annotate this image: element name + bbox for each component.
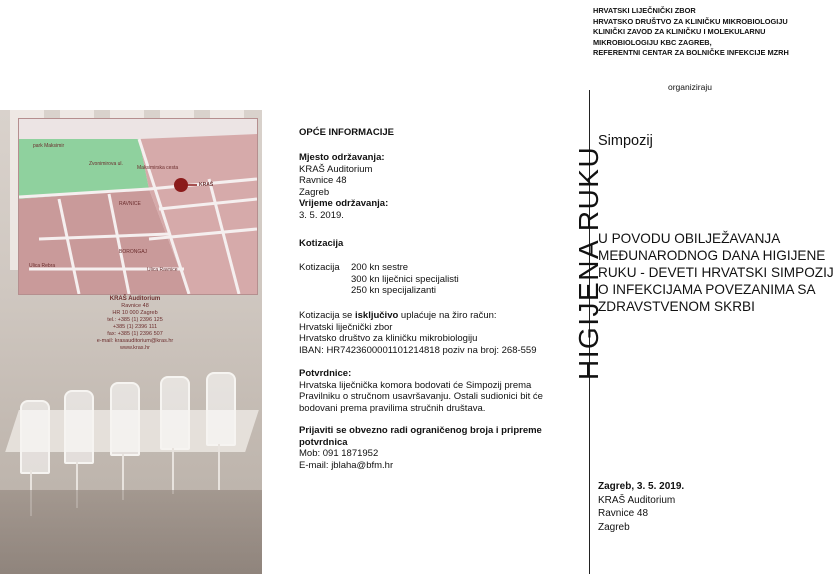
payment-text: uplaćuje na žiro račun: bbox=[398, 310, 497, 321]
organizer-line: MIKROBIOLOGIJU KBC ZAGREB, bbox=[593, 37, 712, 47]
fee-label: Kotizacija bbox=[299, 262, 340, 273]
contact-line: +385 (1) 2396 111 bbox=[112, 324, 158, 330]
fee-item: 300 kn liječnici specijalisti bbox=[351, 273, 459, 285]
payment-line: Hrvatski liječnički zbor bbox=[299, 321, 393, 333]
register-heading: Prijaviti se obvezno radi ograničenog broja i pripreme potvrdnica bbox=[299, 425, 542, 448]
event-date: Zagreb, 3. 5. 2019. bbox=[598, 481, 685, 492]
map-marker-label: KRAŠ bbox=[199, 182, 214, 188]
fee-section bbox=[299, 238, 561, 250]
map-label-street: BORONGAJ bbox=[119, 249, 148, 255]
register-email[interactable]: E-mail: jblaha@bfm.hr bbox=[299, 459, 394, 471]
venue-name: KRAŠ Auditorium bbox=[598, 494, 676, 506]
map-label-street: Maksimirska cesta bbox=[137, 165, 179, 171]
registration-section bbox=[299, 425, 561, 471]
organizer-line: REFERENTNI CENTAR ZA BOLNIČKE INFEKCIJE MZRH bbox=[593, 48, 789, 58]
payment-line: Hrvatsko društvo za kliničku mikrobiologiju bbox=[299, 333, 478, 344]
time-label: Vrijeme održavanja: bbox=[299, 198, 389, 209]
payment-iban: IBAN: HR7423600001101214818 poziv na broj: 268-559 bbox=[299, 344, 537, 356]
time-value: 3. 5. 2019. bbox=[299, 209, 344, 221]
fee-heading: Kotizacija bbox=[299, 238, 344, 249]
location-section bbox=[299, 152, 561, 221]
date-venue bbox=[598, 480, 798, 534]
payment-section bbox=[299, 310, 561, 356]
organizer-line: HRVATSKO DRUŠTVO ZA KLINIČKU MIKROBIOLOGIJU bbox=[593, 16, 788, 26]
vertical-title: HIGIJENA RUKU bbox=[573, 145, 604, 380]
contact-line: Ravnice 48 bbox=[121, 303, 149, 309]
contact-line: tel.: +385 (1) 2396 125 bbox=[107, 317, 163, 323]
payment-text: Kotizacija se bbox=[299, 310, 355, 321]
contact-website: www.kras.hr bbox=[120, 345, 150, 351]
location-map bbox=[18, 118, 258, 295]
venue-street: Ravnice 48 bbox=[598, 508, 649, 519]
event-type: Simpozij bbox=[598, 133, 653, 149]
venue-city: Zagreb bbox=[598, 521, 630, 533]
map-label-park: park Maksimir bbox=[33, 143, 65, 149]
organizer-line: KLINIČKI ZAVOD ZA KLINIČKU I MOLEKULARNU bbox=[593, 27, 766, 37]
certificate-section bbox=[299, 368, 561, 414]
cert-text: Hrvatska liječnička komora bodovati će Simpozij prema Pravilniku o stručnom usavršavanju. Ostali sudionici bit će bodovani prema pravilima stručnih društava. bbox=[299, 379, 543, 414]
cert-heading: Potvrdnice: bbox=[299, 368, 352, 379]
location-line: Zagreb bbox=[299, 186, 330, 198]
location-line: Ravnice 48 bbox=[299, 175, 347, 186]
contact-email: e-mail: krasauditorium@kras.hr bbox=[96, 338, 174, 344]
organizers bbox=[593, 6, 833, 59]
map-label-street: Zvonimirova ul. bbox=[89, 161, 123, 167]
general-info bbox=[299, 127, 561, 139]
location-label: Mjesto održavanja: bbox=[299, 152, 385, 163]
payment-emphasis: isključivo bbox=[354, 310, 399, 321]
map-label-street: Ulica Ravnice bbox=[147, 267, 178, 273]
map-label-street: RAVNICE bbox=[119, 201, 141, 207]
contact-line: fax: +385 (1) 2396 507 bbox=[107, 331, 163, 337]
fee-item: 250 kn specijalizanti bbox=[351, 285, 437, 296]
fee-item: 200 kn sestre bbox=[351, 262, 409, 273]
event-title: U POVODU OBILJEŽAVANJA MEĐUNARODNOG DANA HIGIJENE RUKU - DEVETI HRVATSKI SIMPOZIJ O INFEKCIJAMA POVEZANIMA SA ZDRAVSTVENOM SKRBI bbox=[598, 231, 834, 314]
venue-contact bbox=[40, 296, 230, 352]
location-line: KRAŠ Auditorium bbox=[299, 163, 373, 175]
organizer-line: HRVATSKI LIJEČNIČKI ZBOR bbox=[593, 6, 696, 15]
contact-title: KRAŠ Auditorium bbox=[109, 296, 161, 302]
organizers-verb: organiziraju bbox=[668, 82, 712, 92]
map-label-street: Ulica Rebra bbox=[29, 263, 56, 269]
contact-line: HR 10 000 Zagreb bbox=[112, 310, 158, 316]
register-phone: Mob: 091 1871952 bbox=[299, 448, 379, 459]
info-heading: OPĆE INFORMACIJE bbox=[299, 127, 395, 138]
